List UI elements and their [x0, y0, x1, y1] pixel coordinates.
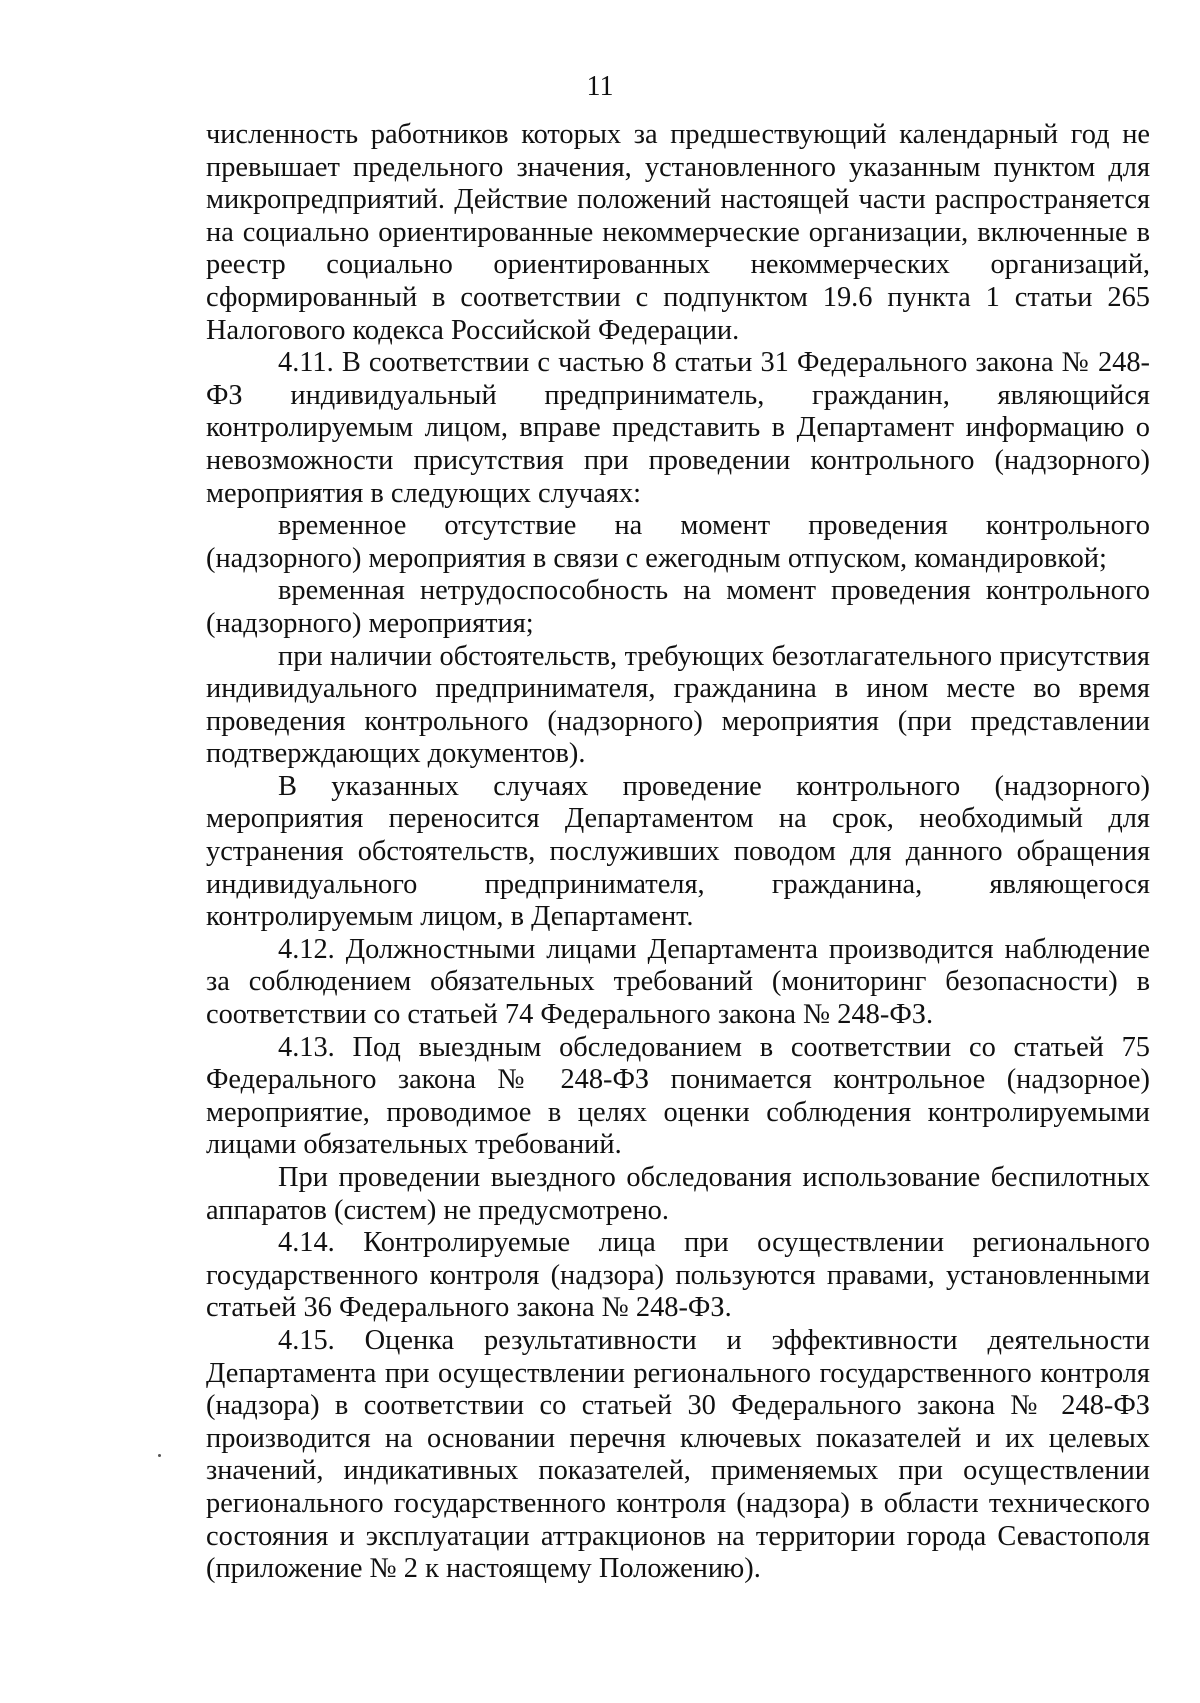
paragraph-drones: При проведении выездного обследования использование беспилотных аппаратов (систем) не предусмотрено. [206, 1162, 1150, 1226]
paragraph-4-13: 4.13. Под выездным обследованием в соответствии со статьей 75 Федерального закона № 248-ФЗ понимается контрольное (надзорное) мероприятие, проводимое в целях оценки соблюдения контролируемыми лицами обязательных требований. [206, 1031, 1150, 1161]
paragraph-4-14: 4.14. Контролируемые лица при осуществлении регионального государственного контроля (надзора) пользуются правами, установленными статьей 36 Федерального закона № 248-ФЗ. [206, 1227, 1150, 1324]
paragraph-case-absence: временное отсутствие на момент проведения контрольного (надзорного) мероприятия в связи с ежегодным отпуском, командировкой; [206, 510, 1150, 574]
paragraph-4-11: 4.11. В соответствии с частью 8 статьи 31 Федерального закона № 248-ФЗ индивидуальный предприниматель, гражданин, являющийся контролируемым лицом, вправе представить в Департамент информацию о невозможности присутствия при проведении контрольного (надзорного) мероприятия в следующих случаях: [206, 347, 1150, 509]
paragraph-case-disability: временная нетрудоспособность на момент проведения контрольного (надзорного) мероприятия; [206, 575, 1150, 639]
document-body [206, 119, 1150, 1586]
paragraph-4-12: 4.12. Должностными лицами Департамента производится наблюдение за соблюдением обязательных требований (мониторинг безопасности) в соответствии со статьей 74 Федерального закона № 248-ФЗ. [206, 933, 1150, 1031]
paragraph-case-circumstances: при наличии обстоятельств, требующих безотлагательного присутствия индивидуального предпринимателя, гражданина в ином месте во время проведения контрольного (надзорного) мероприятия (при представлении подтверждающих документов). [206, 640, 1150, 770]
paragraph-postponement: В указанных случаях проведение контрольного (надзорного) мероприятия переносится Департаментом на срок, необходимый для устранения обстоятельств, послуживших поводом для данного обращения индивидуального предпринимателя, гражданина, являющегося контролируемым лицом, в Департамент. [206, 770, 1150, 933]
page-number: 11 [586, 71, 614, 102]
scan-artifact-dot [158, 1454, 161, 1457]
paragraph-continuation: численность работников которых за предшествующий календарный год не превышает предельного значения, установленного указанным пунктом для микропредприятий. Действие положений настоящей части распространяется на социально ориентированные некоммерческие организации, включенные в реестр социально ориентированных некоммерческих организаций, сформированный в соответствии с подпунктом 19.6 пункта 1 статьи 265 Налогового кодекса Российской Федерации. [206, 119, 1150, 346]
paragraph-4-15: 4.15. Оценка результативности и эффективности деятельности Департамента при осуществлении регионального государственного контроля (надзора) в соответствии со статьей 30 Федерального закона № 248-ФЗ производится на основании перечня ключевых показателей и их целевых значений, индикативных показателей, применяемых при осуществлении регионального государственного контроля (надзора) в области технического состояния и эксплуатации аттракционов на территории города Севастополя (приложение № 2 к настоящему Положению). [206, 1324, 1150, 1585]
